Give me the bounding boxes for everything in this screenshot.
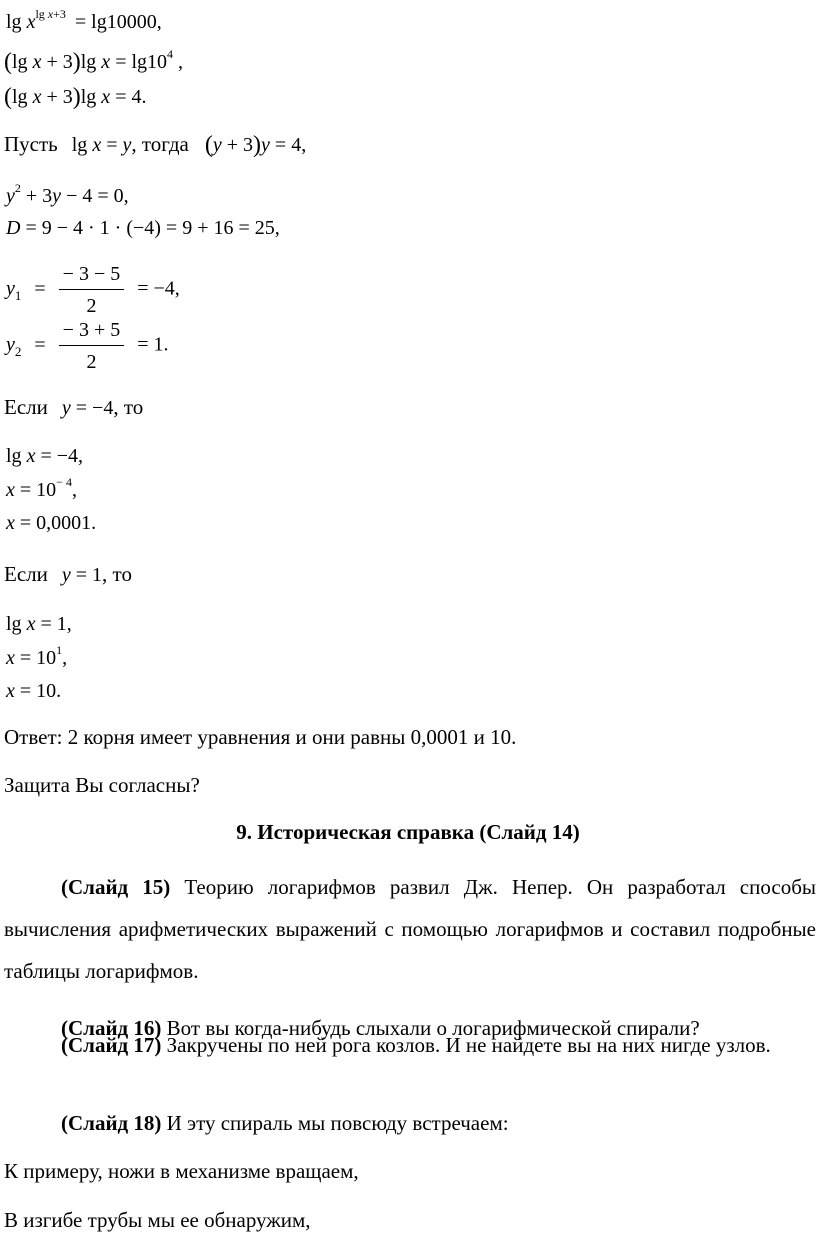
root-2-fraction: $\frac{- 3 + 5}{2}$ xyxy=(59,320,125,372)
verse-line-1: К примеру, ножи в механизме вращаем, xyxy=(4,1159,359,1183)
quadratic-equation: $y^2 + 3y - 4 = 0$, xyxy=(6,181,129,207)
equation-line-3: (lg x + 3)lg x = 4. xyxy=(4,84,147,110)
root-1-fraction: $\frac{- 3 - 5}{2}$ xyxy=(59,264,125,316)
case-2-line-1: lg x = 1, xyxy=(6,613,72,635)
paragraph-slide-15: (Слайд 15) Теорию логарифмов развил Дж. Непер. Он разработал способы вычисления арифметических выражений с помощью логарифмов и составил подробные таблицы логарифмов. xyxy=(4,875,816,983)
case-1-line-3: x = 0,0001. xyxy=(6,512,97,534)
case-1-line-1: lg x = −4, xyxy=(6,445,84,467)
root-2: $y_2$ = $\frac{- 3 + 5}{2}$ = 1. xyxy=(6,319,169,373)
root-1: $y_1$ = $\frac{- 3 - 5}{2}$ = −4, xyxy=(6,263,180,317)
paragraph-slide-18: (Слайд 18) И эту спираль мы повсюду встречаем: xyxy=(61,1111,509,1135)
case-2-line-2: $x = 10^1$, xyxy=(6,643,68,669)
paragraph-slide-17: (Слайд 17) Закручены по ней рога козлов. И не найдете вы на них нигде узлов. xyxy=(61,1033,771,1057)
section-heading: 9. Историческая справка (Слайд 14) xyxy=(236,820,580,844)
discriminant: D = 9 − 4 · 1 · (−4) = 9 + 16 = 25, xyxy=(6,217,280,239)
case-1-heading: Если y = −4, то xyxy=(4,395,144,419)
equation-line-2: (lg x + 3)lg $x = \lg 10^4$ , xyxy=(4,47,184,75)
case-1-line-2: $x = 10^{- 4}$, xyxy=(6,475,77,501)
defense-text: Защита Вы согласны? xyxy=(4,773,200,797)
verse-line-2: В изгибе трубы мы ее обнаружим, xyxy=(4,1208,311,1232)
substitution-line: Пусть lg x = y, тогда (y + 3)y = 4, xyxy=(4,132,307,158)
equation-line-1: $\lg x^{lg x+3} = \lg 10000$, xyxy=(6,7,162,33)
answer-text: Ответ: 2 корня имеет уравнения и они равны 0,0001 и 10. xyxy=(4,725,517,749)
paragraph-slide-16: (Слайд 16) Вот вы когда-нибудь слыхали о логарифмической спирали? xyxy=(61,1016,700,1040)
case-2-heading: Если y = 1, то xyxy=(4,562,132,586)
case-2-line-3: x = 10. xyxy=(6,680,62,702)
